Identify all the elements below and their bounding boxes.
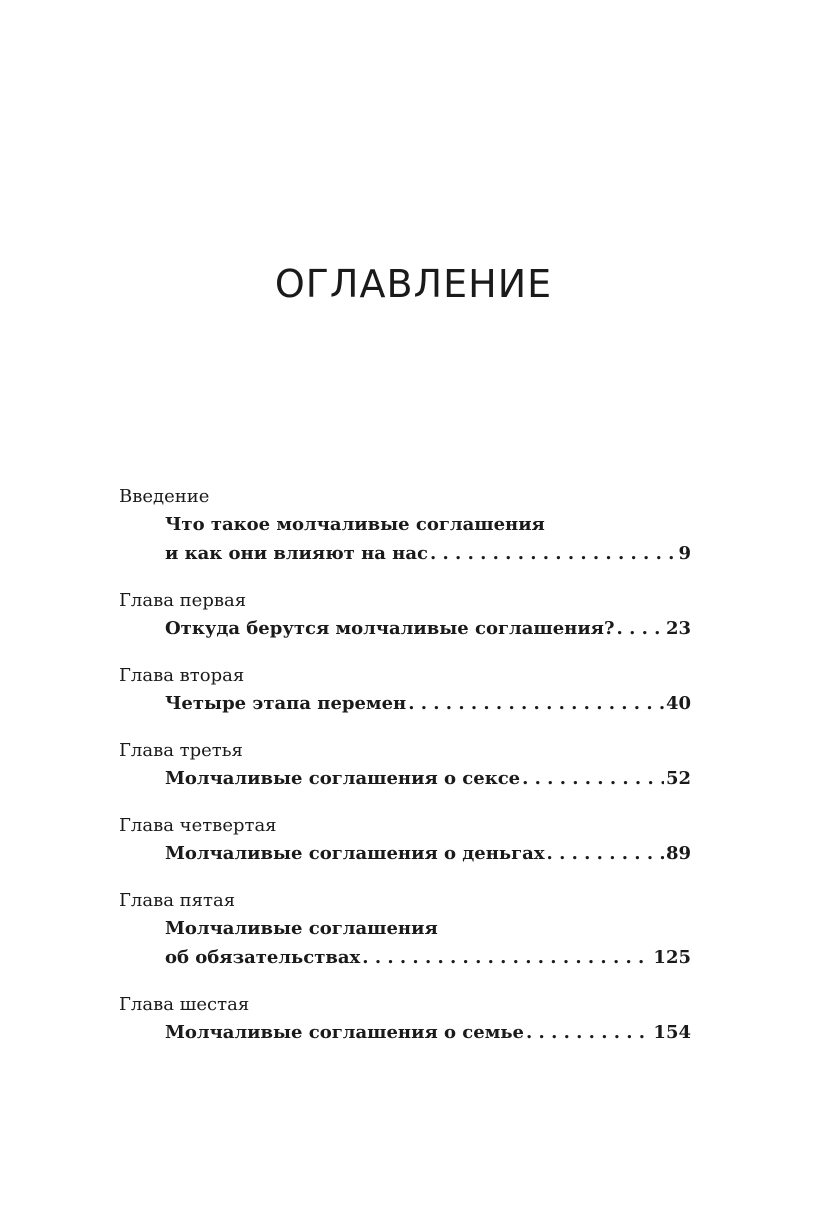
toc-entry-introduction — [119, 484, 691, 568]
toc-entry-chapter-5 — [119, 888, 691, 972]
page-number: 9 — [678, 543, 691, 564]
chapter-title — [165, 764, 691, 793]
chapter-title-line: Молчаливые соглашения о сексе — [165, 768, 521, 789]
chapter-title-line: и как они влияют на нас — [165, 543, 428, 564]
chapter-title — [165, 914, 691, 972]
toc-leader-line — [165, 943, 691, 972]
chapter-title-line: об обязательствах — [165, 947, 361, 968]
page-number: 23 — [665, 618, 691, 639]
toc-leader-line — [165, 689, 691, 718]
chapter-label: Глава первая — [119, 590, 247, 611]
page-number: 154 — [653, 1022, 691, 1043]
page-number: 40 — [665, 693, 691, 714]
chapter-title-line: Четыре этапа перемен — [165, 693, 407, 714]
toc-leader-line — [165, 614, 691, 643]
toc-entry-chapter-6 — [119, 992, 691, 1047]
chapter-title — [165, 614, 691, 643]
dot-leader — [362, 943, 651, 972]
chapter-label: Введение — [119, 486, 210, 507]
chapter-title — [165, 839, 691, 868]
chapter-label: Глава шестая — [119, 994, 250, 1015]
chapter-title — [165, 1018, 691, 1047]
table-of-contents — [119, 484, 691, 1067]
dot-leader — [547, 839, 664, 868]
dot-leader — [617, 614, 664, 643]
chapter-title — [165, 689, 691, 718]
toc-leader-line — [165, 539, 691, 568]
chapter-title-line: Что такое молчаливые соглашения — [165, 514, 545, 535]
chapter-label: Глава вторая — [119, 665, 245, 686]
chapter-title — [165, 510, 691, 568]
toc-leader-line — [165, 839, 691, 868]
dot-leader — [526, 1018, 651, 1047]
chapter-label: Глава третья — [119, 740, 243, 761]
toc-entry-chapter-4 — [119, 813, 691, 868]
toc-entry-chapter-3 — [119, 738, 691, 793]
dot-leader — [408, 689, 664, 718]
toc-entry-chapter-1 — [119, 588, 691, 643]
page-title: ОГЛАВЛЕНИЕ — [274, 262, 553, 306]
toc-leader-line — [165, 764, 691, 793]
dot-leader — [522, 764, 664, 793]
chapter-title-line: Откуда берутся молчаливые соглашения? — [165, 618, 615, 639]
page-number: 89 — [665, 843, 691, 864]
page-number: 52 — [665, 768, 691, 789]
chapter-label: Глава четвертая — [119, 815, 277, 836]
toc-entry-chapter-2 — [119, 663, 691, 718]
dot-leader — [430, 539, 677, 568]
page-number: 125 — [653, 947, 691, 968]
chapter-title-line: Молчаливые соглашения — [165, 918, 438, 939]
chapter-title-line: Молчаливые соглашения о семье — [165, 1022, 524, 1043]
chapter-title-line: Молчаливые соглашения о деньгах — [165, 843, 545, 864]
chapter-label: Глава пятая — [119, 890, 236, 911]
toc-leader-line — [165, 1018, 691, 1047]
